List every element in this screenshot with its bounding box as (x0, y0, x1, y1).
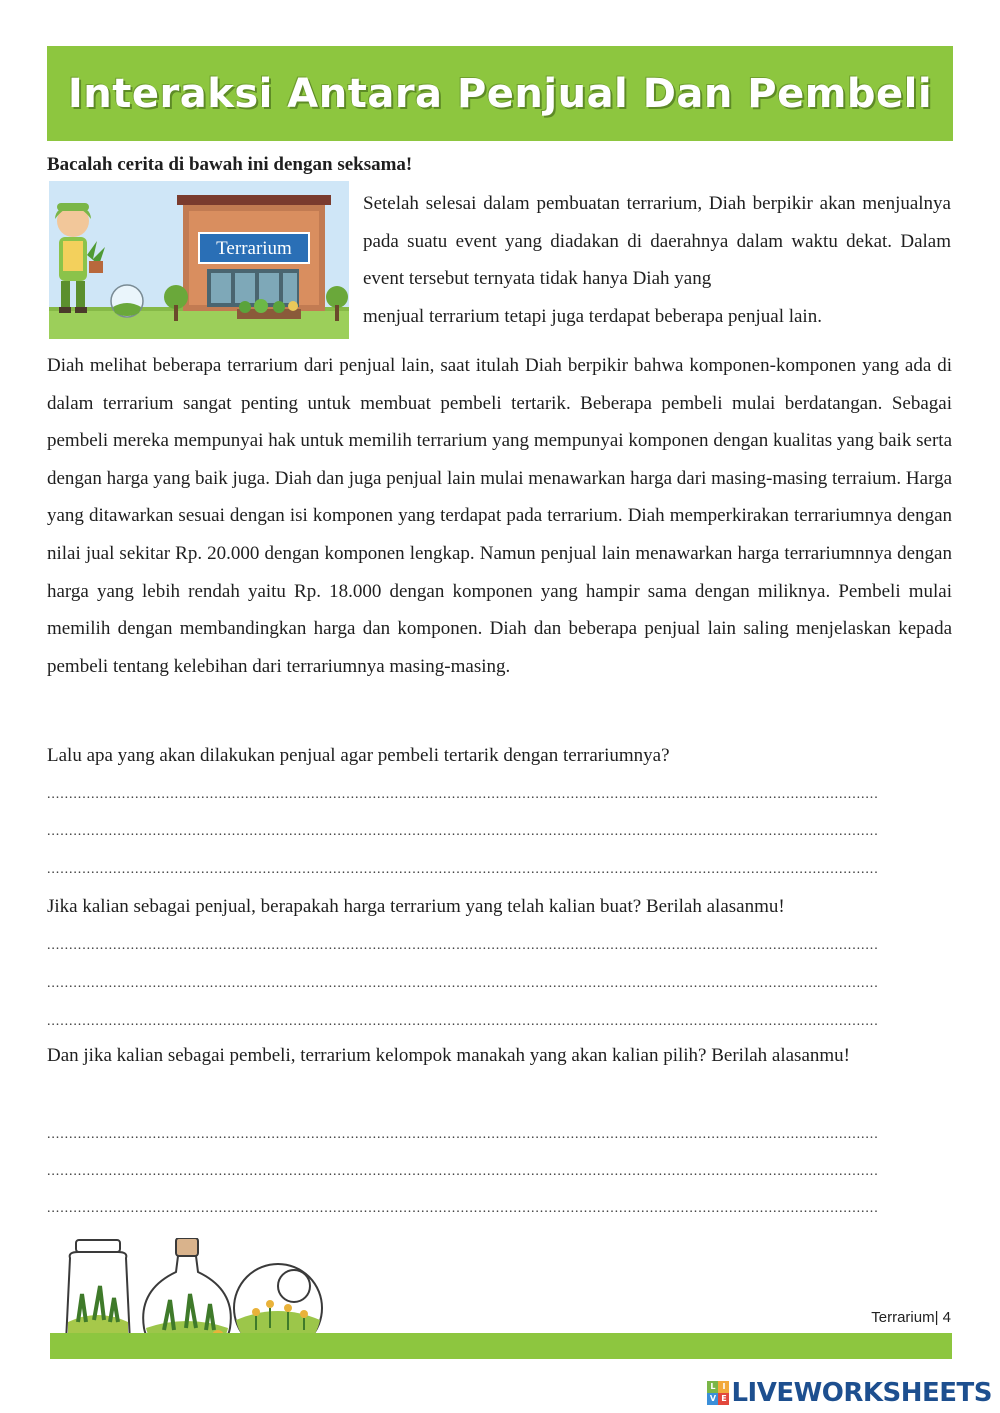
intro-paragraph (363, 185, 951, 335)
intro-line-2: menjual terrarium tetapi juga terdapat beberapa penjual lain. (363, 305, 822, 327)
question-1: Lalu apa yang akan dilakukan penjual agar pembeli tertarik dengan terrariumnya? (47, 745, 670, 766)
page-title: Interaksi Antara Penjual Dan Pembeli (67, 70, 933, 117)
logo-letter-i: I (718, 1381, 729, 1393)
liveworksheets-text: LIVEWORKSHEETS (731, 1378, 992, 1408)
logo-letter-v: V (707, 1393, 718, 1405)
answer-line-2a[interactable]: ............................................................................................................................................................................................. (47, 938, 879, 953)
question-3: Dan jika kalian sebagai pembeli, terrarium kelompok manakah yang akan kalian pilih? Berilah alasanmu! (47, 1045, 850, 1066)
footer-bar (50, 1333, 952, 1359)
answer-line-3a[interactable]: ............................................................................................................................................................................................. (47, 1127, 879, 1142)
liveworksheets-logo-icon (707, 1381, 729, 1405)
answer-line-1b[interactable]: ............................................................................................................................................................................................. (47, 824, 879, 839)
answer-line-3b[interactable]: ............................................................................................................................................................................................. (47, 1164, 879, 1179)
page-label: Terrarium| 4 (871, 1309, 951, 1326)
intro-line-1: Setelah selesai dalam pembuatan terrarium, Diah berpikir akan menjualnya pada suatu event yang diadakan di daerahnya dalam waktu dekat. Dalam event tersebut ternyata tidak hanya Diah yang (363, 193, 951, 289)
liveworksheets-brand[interactable] (707, 1378, 992, 1408)
story-paragraph: Diah melihat beberapa terrarium dari penjual lain, saat itulah Diah berpikir bahwa komponen-komponen yang ada di dalam terrarium sangat penting untuk membuat pembeli tertarik. Beberapa pembeli mulai berdatangan. Sebagai pembeli mereka mempunyai hak untuk memilih terrarium yang mempunyai komponen dengan kualitas yang baik serta dengan harga yang baik juga. Diah dan juga penjual lain mulai menawarkan harga dari masing-masing terraium. Harga yang ditawarkan sesuai dengan isi komponen yang terdapat pada terrarium. Diah memperkirakan terrariumnya dengan nilai jual sekitar Rp. 20.000 dengan komponen lengkap. Namun penjual lain menawarkan harga terrariumnnya dengan harga yang lebih rendah yaitu Rp. 18.000 dengan komponen yang hampir sama dengan miliknya. Pembeli mulai memilih dengan membandingkan harga dan komponen. Diah dan beberapa penjual lain saling menjelaskan kepada pembeli tentang kelebihan dari terrariumnya masing-masing. (47, 355, 952, 677)
question-2: Jika kalian sebagai penjual, berapakah harga terrarium yang telah kalian buat? Berilah alasanmu! (47, 896, 785, 917)
store-sign-text: Terrarium (216, 238, 292, 259)
store-illustration (49, 181, 349, 339)
answer-line-3c[interactable]: ............................................................................................................................................................................................. (47, 1201, 879, 1216)
instruction-text: Bacalah cerita di bawah ini dengan seksama! (47, 154, 413, 175)
answer-line-1a[interactable]: ............................................................................................................................................................................................. (47, 787, 879, 802)
title-banner (47, 46, 953, 141)
logo-letter-l: L (707, 1381, 718, 1393)
answer-line-2c[interactable]: ............................................................................................................................................................................................. (47, 1014, 879, 1029)
answer-line-2b[interactable]: ............................................................................................................................................................................................. (47, 976, 879, 991)
answer-line-1c[interactable]: ............................................................................................................................................................................................. (47, 862, 879, 877)
logo-letter-e: E (718, 1393, 729, 1405)
